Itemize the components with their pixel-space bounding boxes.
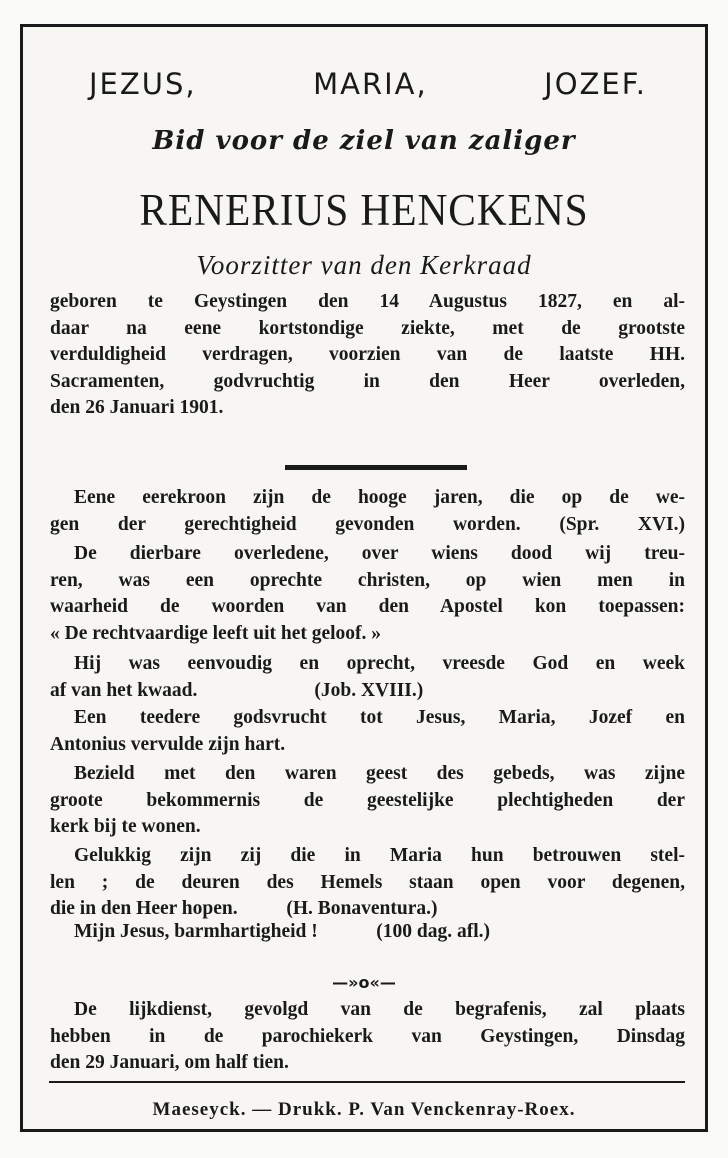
- para-line: af van het kwaad. (Job. XVIII.): [50, 679, 424, 701]
- printer-imprint: Maeseyck. — Drukk. P. Van Venckenray-Roex.: [152, 1099, 576, 1120]
- para-line: gen der gerechtigheid gevonden worden. (Spr. XVI.): [50, 513, 685, 535]
- memorial-card: [20, 24, 708, 1132]
- para-line: ren, was een oprechte christen, op wien men in: [50, 569, 685, 591]
- bio-line: verduldigheid verdragen, voorzien van de laatste HH.: [50, 344, 685, 365]
- para-line: die in den Heer hopen. (H. Bonaventura.): [50, 898, 438, 919]
- header-word-3: JOZEF.: [544, 67, 647, 101]
- header-holy-family: [23, 67, 705, 101]
- para-line: Antonius vervulde zijn hart.: [50, 733, 286, 755]
- header-word-1: JEZUS,: [89, 67, 197, 101]
- divider-rule: [285, 465, 467, 470]
- indulgence-line: Mijn Jesus, barmhartigheid ! (100 dag. afl.): [74, 921, 490, 942]
- deceased-name: RENERIUS HENCKENS: [139, 185, 589, 235]
- para-line: kerk bij te wonen.: [50, 816, 201, 837]
- bio-line: daar na eene kortstondige ziekte, met de grootste: [50, 317, 685, 339]
- para-line: Gelukkig zijn zij die in Maria hun betrouwen stel-: [74, 845, 685, 866]
- para-line: len ; de deuren des Hemels staan open voor degenen,: [50, 871, 685, 893]
- paragraph-tribute: [50, 541, 685, 647]
- funeral-line: hebben in de parochiekerk van Geystingen, Dinsdag: [50, 1025, 685, 1047]
- para-line: Bezield met den waren geest des gebeds, was zijne: [74, 763, 685, 784]
- para-line: Een teedere godsvrucht tot Jesus, Maria, Jozef en: [74, 707, 685, 728]
- funeral-line: den 29 Januari, om half tien.: [50, 1052, 289, 1073]
- paragraph-prayer-spirit: [50, 761, 685, 841]
- para-line: groote bekommernis de geestelijke plechtigheden der: [50, 789, 685, 811]
- para-line: Hij was eenvoudig en oprecht, vreesde God en week: [74, 653, 685, 674]
- para-line: « De rechtvaardige leeft uit het geloof. »: [50, 622, 382, 644]
- bio-line: geboren te Geystingen den 14 Augustus 1827, en al-: [50, 291, 685, 312]
- para-line: Eene eerekroon zijn de hooge jaren, die op de we-: [74, 487, 685, 508]
- ornament-divider: —»o«—: [332, 973, 396, 992]
- para-line: waarheid de woorden van den Apostel kon toepassen:: [50, 596, 685, 617]
- bio-line: Sacramenten, godvruchtig in den Heer overleden,: [50, 370, 685, 392]
- indulgence-prayer: [50, 919, 685, 946]
- header-word-2: MARIA,: [313, 67, 428, 101]
- paragraph-devotion: [50, 705, 685, 758]
- deceased-role: Voorzitter van den Kerkraad: [196, 250, 532, 280]
- footer-rule: [49, 1081, 685, 1083]
- bio-line: den 26 Januari 1901.: [50, 397, 224, 418]
- funeral-line: De lijkdienst, gevolgd van de begrafenis, zal plaats: [74, 999, 685, 1020]
- paragraph-proverbs: [50, 485, 685, 538]
- prayer-line: Bid voor de ziel van zaliger: [152, 126, 576, 156]
- paragraph-job: [50, 651, 685, 704]
- para-line: De dierbare overledene, over wiens dood wij treu-: [74, 543, 685, 564]
- paragraph-bonaventura: [50, 843, 685, 923]
- biography-paragraph: [50, 289, 685, 422]
- funeral-notice: [50, 997, 685, 1077]
